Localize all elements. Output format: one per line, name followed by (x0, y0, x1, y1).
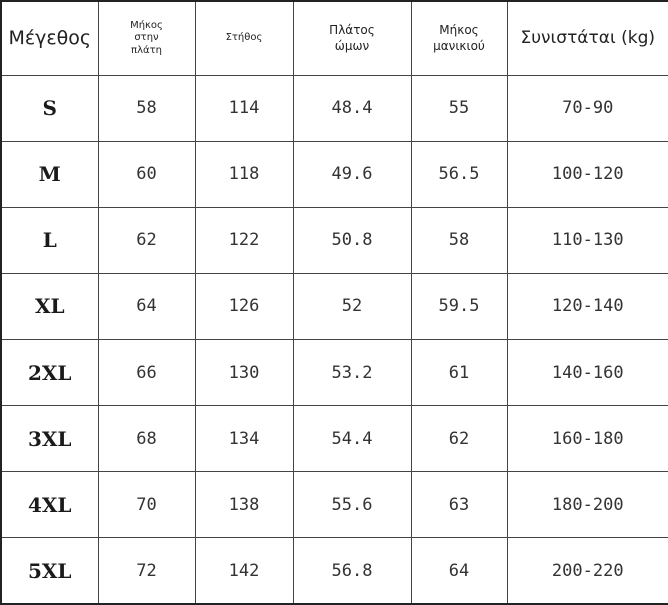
table-row (1, 538, 668, 604)
size-cell: 2XL (1, 340, 98, 406)
weight-cell: 180-200 (507, 472, 668, 538)
back-length-cell: 58 (98, 75, 195, 141)
weight-cell: 160-180 (507, 406, 668, 472)
header-sleeve-line: Μήκος (439, 23, 479, 38)
table-row (1, 141, 668, 207)
chest-cell: 134 (195, 406, 293, 472)
back-length-cell: 66 (98, 340, 195, 406)
header-sleeve-line: μανικιού (433, 39, 485, 54)
shoulder-width-cell: 55.6 (293, 472, 411, 538)
header-back-length-line: πλάτη (131, 44, 162, 56)
shoulder-width-cell: 53.2 (293, 340, 411, 406)
shoulder-width-cell: 50.8 (293, 207, 411, 273)
back-length-cell: 62 (98, 207, 195, 273)
header-back-length (98, 1, 195, 75)
shoulder-width-cell: 52 (293, 273, 411, 339)
sleeve-length-cell: 59.5 (411, 273, 507, 339)
sleeve-length-cell: 62 (411, 406, 507, 472)
weight-cell: 140-160 (507, 340, 668, 406)
size-cell: XL (1, 273, 98, 339)
chest-cell: 118 (195, 141, 293, 207)
chest-cell: 114 (195, 75, 293, 141)
table-row (1, 472, 668, 538)
back-length-cell: 60 (98, 141, 195, 207)
size-cell: M (1, 141, 98, 207)
shoulder-width-cell: 48.4 (293, 75, 411, 141)
sleeve-length-cell: 55 (411, 75, 507, 141)
chest-cell: 126 (195, 273, 293, 339)
header-back-length-line: Μήκος (130, 19, 163, 31)
size-cell: 4XL (1, 472, 98, 538)
weight-cell: 200-220 (507, 538, 668, 604)
weight-cell: 100-120 (507, 141, 668, 207)
weight-cell: 70-90 (507, 75, 668, 141)
header-shoulder-width (293, 1, 411, 75)
header-back-length-line: στην (134, 32, 159, 43)
back-length-cell: 68 (98, 406, 195, 472)
shoulder-width-cell: 54.4 (293, 406, 411, 472)
header-size: Μέγεθος (1, 1, 98, 75)
back-length-cell: 64 (98, 273, 195, 339)
back-length-cell: 70 (98, 472, 195, 538)
size-cell: L (1, 207, 98, 273)
shoulder-width-cell: 49.6 (293, 141, 411, 207)
size-cell: 5XL (1, 538, 98, 604)
header-chest: Στήθος (195, 1, 293, 75)
table-row (1, 406, 668, 472)
header-recommended-weight: Συνιστάται (kg) (507, 1, 668, 75)
size-cell: S (1, 75, 98, 141)
table-row (1, 273, 668, 339)
header-shoulder-line: ώμων (334, 39, 370, 54)
sleeve-length-cell: 64 (411, 538, 507, 604)
size-cell: 3XL (1, 406, 98, 472)
table-body (1, 75, 668, 604)
header-row (1, 1, 668, 75)
chest-cell: 130 (195, 340, 293, 406)
sleeve-length-cell: 63 (411, 472, 507, 538)
sleeve-length-cell: 61 (411, 340, 507, 406)
header-sleeve-length (411, 1, 507, 75)
table-row (1, 75, 668, 141)
table-row (1, 207, 668, 273)
chest-cell: 122 (195, 207, 293, 273)
chest-cell: 142 (195, 538, 293, 604)
weight-cell: 110-130 (507, 207, 668, 273)
header-shoulder-line: Πλάτος (329, 23, 375, 38)
sleeve-length-cell: 58 (411, 207, 507, 273)
shoulder-width-cell: 56.8 (293, 538, 411, 604)
sleeve-length-cell: 56.5 (411, 141, 507, 207)
chest-cell: 138 (195, 472, 293, 538)
table-row (1, 340, 668, 406)
back-length-cell: 72 (98, 538, 195, 604)
weight-cell: 120-140 (507, 273, 668, 339)
